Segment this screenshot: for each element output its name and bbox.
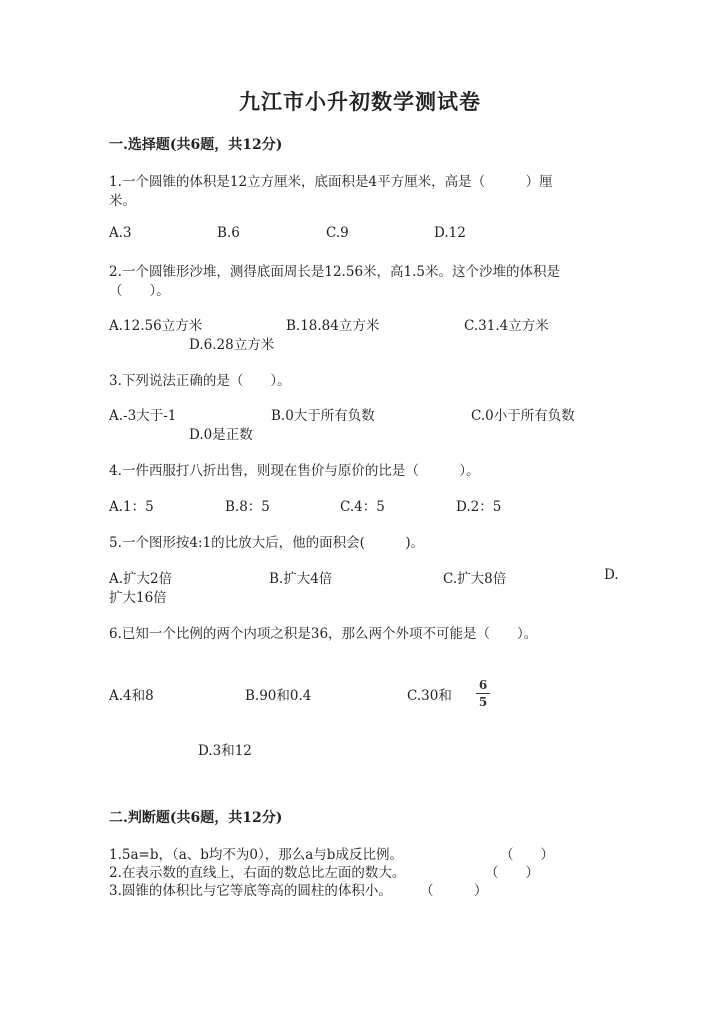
question-6-stem: 6.已知一个比例的两个内项之积是36，那么两个外项不可能是（ ）。: [109, 626, 538, 642]
question-4-option-c[interactable]: C.4：5: [340, 499, 385, 515]
question-1-option-d[interactable]: D.12: [434, 225, 466, 241]
question-2-option-d[interactable]: D.6.28立方米: [189, 337, 275, 353]
question-1-option-c[interactable]: C.9: [326, 225, 349, 241]
fraction-bar: [476, 693, 490, 694]
question-1-stem-cont: 米。: [109, 193, 136, 209]
judgement-1-text: 1.5a=b，（a、b均不为0），那么a与b成反比例。: [109, 847, 403, 863]
question-3-option-d[interactable]: D.0是正数: [189, 427, 253, 443]
question-5-stem: 5.一个图形按4:1的比放大后，他的面积会( )。: [109, 535, 425, 551]
question-2-stem-cont: （ ）。: [109, 283, 170, 299]
fraction-denominator: 5: [478, 695, 488, 709]
question-2-option-c[interactable]: C.31.4立方米: [464, 318, 549, 334]
question-4-option-d[interactable]: D.2：5: [456, 499, 502, 515]
question-3-option-c[interactable]: C.0小于所有负数: [471, 408, 575, 424]
question-4-stem: 4.一件西服打八折出售，则现在售价与原价的比是（ ）。: [109, 463, 480, 479]
question-3-stem: 3.下列说法正确的是（ ）。: [109, 373, 291, 389]
question-6-option-b[interactable]: B.90和0.4: [245, 688, 312, 704]
fraction-six-fifths: [476, 678, 490, 709]
section-heading-choice: 一.选择题(共6题，共12分): [109, 137, 283, 153]
judgement-2-text: 2.在表示数的直线上，右面的数总比左面的数大。: [109, 865, 406, 881]
question-1-option-b[interactable]: B.6: [217, 225, 240, 241]
question-5-option-a[interactable]: A.扩大2倍: [109, 571, 173, 587]
judgement-2-blank[interactable]: （ ）: [485, 865, 539, 881]
question-1-stem: 1.一个圆锥的体积是12立方厘米，底面积是4平方厘米，高是（ ）厘: [109, 174, 553, 190]
page-title: 九江市小升初数学测试卷: [239, 89, 481, 114]
judgement-3-blank[interactable]: （ ）: [420, 883, 488, 899]
question-2-stem: 2.一个圆锥形沙堆，测得底面周长是12.56米，高1.5米。这个沙堆的体积是: [109, 264, 560, 280]
question-4-option-a[interactable]: A.1：5: [109, 499, 154, 515]
question-4-option-b[interactable]: B.8：5: [225, 499, 270, 515]
question-5-option-d-text[interactable]: 扩大16倍: [109, 590, 167, 606]
question-3-option-a[interactable]: A.-3大于-1: [109, 408, 177, 424]
question-3-option-b[interactable]: B.0大于所有负数: [271, 408, 375, 424]
question-5-option-d[interactable]: D.: [604, 567, 619, 583]
question-5-option-b[interactable]: B.扩大4倍: [269, 571, 333, 587]
fraction-numerator: 6: [478, 678, 488, 692]
judgement-1-blank[interactable]: （ ）: [500, 847, 554, 863]
question-5-option-c[interactable]: C.扩大8倍: [443, 571, 507, 587]
question-6-option-d[interactable]: D.3和12: [198, 743, 252, 759]
section-heading-judgement: 二.判断题(共6题，共12分): [109, 810, 283, 826]
question-2-option-b[interactable]: B.18.84立方米: [286, 318, 380, 334]
question-1-option-a[interactable]: A.3: [109, 225, 132, 241]
question-6-option-a[interactable]: A.4和8: [109, 688, 154, 704]
question-6-option-c[interactable]: C.30和: [407, 688, 452, 704]
judgement-3-text: 3.圆锥的体积比与它等底等高的圆柱的体积小。: [109, 883, 392, 899]
question-2-option-a[interactable]: A.12.56立方米: [109, 318, 203, 334]
